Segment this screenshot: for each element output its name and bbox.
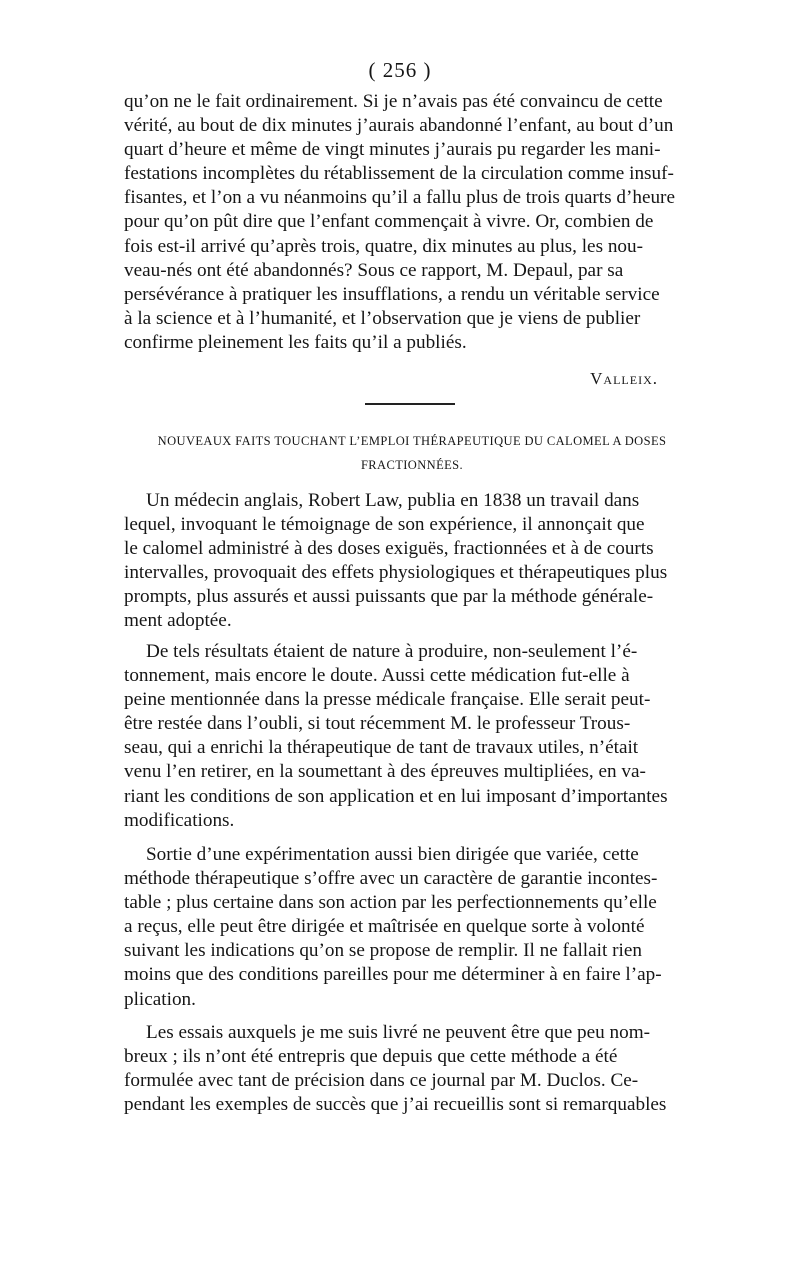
line: lequel, invoquant le témoignage de son expérience, il annonçait que: [124, 514, 645, 536]
page-number: ( 256 ): [368, 58, 432, 82]
body-paragraph: [124, 640, 675, 833]
line: pendant les exemples de succès que j’ai recueillis sont si remarquables: [124, 1094, 667, 1116]
line: De tels résultats étaient de nature à produire, non-seulement l’é-: [146, 641, 638, 662]
line: formulée avec tant de précision dans ce journal par M. Duclos. Ce-: [124, 1070, 639, 1092]
line: être restée dans l’oubli, si tout récemment M. le professeur Trous-: [124, 713, 631, 735]
line: moins que des conditions pareilles pour me déterminer à en faire l’ap-: [124, 964, 662, 986]
section-heading-line: FRACTIONNÉES.: [360, 458, 464, 472]
section-divider: [365, 403, 455, 405]
line: venu l’en retirer, en la soumettant à des épreuves multipliées, en va-: [124, 761, 646, 783]
continued-paragraph: [124, 90, 675, 355]
line: peine mentionnée dans la presse médicale française. Elle serait peut-: [124, 689, 651, 711]
line: modifications.: [124, 809, 235, 831]
section-heading-line: NOUVEAUX FAITS TOUCHANT L’EMPLOI THÉRAPEUTIQUE DU CALOMEL A DOSES: [157, 434, 667, 448]
line: festations incomplètes du rétablissement de la circulation comme insuf-: [124, 163, 674, 185]
body-paragraph: [124, 489, 675, 634]
body-paragraph: [124, 843, 675, 1012]
line: persévérance à pratiquer les insufflations, a rendu un véritable service: [124, 283, 660, 305]
line: Sortie d’une expérimentation aussi bien dirigée que variée, cette: [146, 844, 639, 865]
line: Un médecin anglais, Robert Law, publia en 1838 un travail dans: [146, 490, 640, 511]
line: plication.: [124, 988, 196, 1010]
line: tonnement, mais encore le doute. Aussi cette médication fut-elle à: [124, 665, 630, 687]
line: intervalles, provoquait des effets physiologiques et thérapeutiques plus: [124, 562, 668, 584]
line: quart d’heure et même de vingt minutes j’aurais pu regarder les mani-: [124, 139, 661, 161]
line: Les essais auxquels je me suis livré ne peuvent être que peu nom-: [146, 1022, 651, 1043]
line: a reçus, elle peut être dirigée et maîtrisée en quelque sorte à volonté: [124, 916, 645, 938]
line: fois est-il arrivé qu’après trois, quatre, dix minutes au plus, les nou-: [124, 235, 644, 257]
author-signature: Valleix.: [590, 369, 658, 388]
line: suivant les indications qu’on se propose de remplir. Il ne fallait rien: [124, 940, 642, 962]
line: fisantes, et l’on a vu néanmoins qu’il a fallu plus de trois quarts d’heure: [124, 187, 675, 209]
line: à la science et à l’humanité, et l’observation que je viens de publier: [124, 307, 641, 329]
line: prompts, plus assurés et aussi puissants que par la méthode générale-: [124, 586, 654, 608]
line: ment adoptée.: [124, 610, 232, 632]
section-heading: [124, 429, 700, 477]
line: le calomel administré à des doses exiguës, fractionnées et à de courts: [124, 538, 654, 560]
line: riant les conditions de son application et en lui imposant d’importantes: [124, 785, 668, 807]
line: breux ; ils n’ont été entrepris que depuis que cette méthode a été: [124, 1046, 618, 1068]
line: veau-nés ont été abandonnés? Sous ce rapport, M. Depaul, par sa: [124, 259, 624, 281]
line: seau, qui a enrichi la thérapeutique de tant de travaux utiles, n’était: [124, 737, 639, 759]
body-paragraph: [124, 1021, 675, 1117]
line: méthode thérapeutique s’offre avec un caractère de garantie incontes-: [124, 868, 658, 890]
line: qu’on ne le fait ordinairement. Si je n’avais pas été convaincu de cette: [124, 91, 663, 112]
line: pour qu’on pût dire que l’enfant commençait à vivre. Or, combien de: [124, 211, 654, 233]
line: confirme pleinement les faits qu’il a publiés.: [124, 331, 467, 353]
line: table ; plus certaine dans son action par les perfectionnements qu’elle: [124, 892, 657, 914]
line: vérité, au bout de dix minutes j’aurais abandonné l’enfant, au bout d’un: [124, 115, 674, 137]
